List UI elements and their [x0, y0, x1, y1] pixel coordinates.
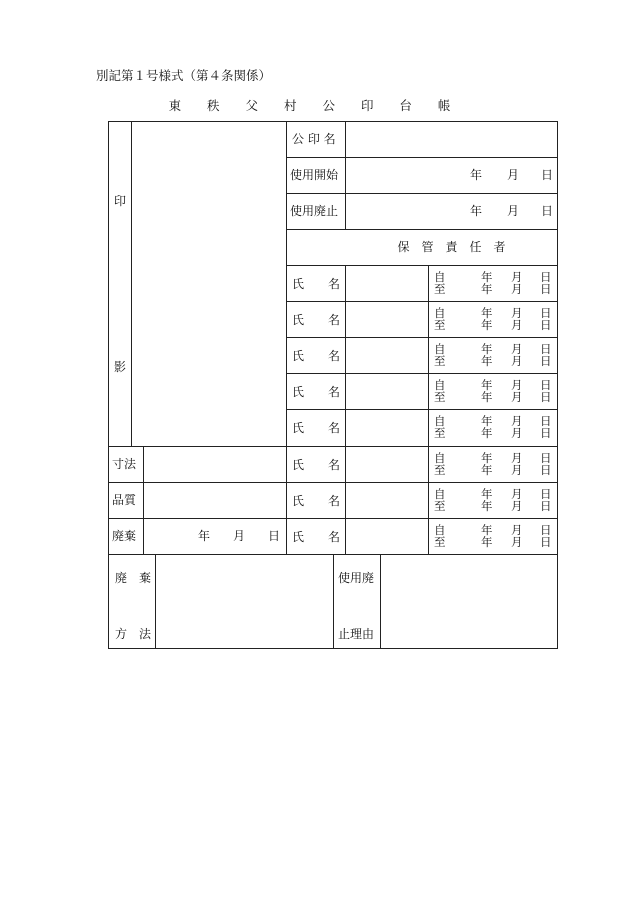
disposal-method-label-2: 方 法 [115, 627, 152, 641]
custodian-from-year: 年 [481, 414, 493, 428]
custodian-from-day: 日 [540, 451, 552, 465]
seal-impression-label-top: 印 [114, 194, 127, 208]
custodian-to-month: 月 [511, 318, 523, 332]
custodian-to-year: 年 [481, 282, 493, 296]
disposal-day: 日 [268, 529, 281, 543]
abolish-reason-label-1: 使用廃 [338, 571, 375, 585]
custodian-to-month: 月 [511, 390, 523, 404]
custodian-from-label: 自 [434, 306, 446, 320]
custodian-from-year: 年 [481, 487, 493, 501]
abolish-reason-field[interactable] [381, 555, 557, 648]
custodian-name-field[interactable] [346, 447, 428, 482]
seal-impression-label-bottom: 影 [114, 360, 127, 374]
size-field[interactable] [144, 447, 286, 482]
custodian-header: 保 管 責 任 者 [397, 240, 506, 254]
custodian-from-label: 自 [434, 342, 446, 356]
custodian-to-day: 日 [540, 535, 552, 549]
custodian-from-label: 自 [434, 270, 446, 284]
custodian-to-year: 年 [481, 426, 493, 440]
custodian-to-day: 日 [540, 354, 552, 368]
use-start-label: 使用開始 [290, 168, 339, 182]
custodian-to-label: 至 [434, 390, 446, 404]
seal-impression-area[interactable] [132, 122, 286, 446]
custodian-to-day: 日 [540, 499, 552, 513]
custodian-from-day: 日 [540, 378, 552, 392]
custodian-from-month: 月 [511, 523, 523, 537]
seal-name-field[interactable] [346, 122, 557, 157]
custodian-name-field[interactable] [346, 266, 428, 301]
custodian-name-label: 氏 名 [292, 530, 341, 544]
disposal-month: 月 [233, 529, 246, 543]
custodian-name-field[interactable] [346, 338, 428, 373]
custodian-name-label: 氏 名 [292, 494, 341, 508]
custodian-from-day: 日 [540, 270, 552, 284]
use-start-month: 月 [507, 168, 520, 182]
custodian-from-month: 月 [511, 414, 523, 428]
disposal-method-label-1: 廃 棄 [115, 571, 152, 585]
custodian-from-day: 日 [540, 487, 552, 501]
material-label: 品質 [112, 493, 137, 507]
use-start-day: 日 [541, 168, 554, 182]
custodian-from-month: 月 [511, 342, 523, 356]
custodian-name-field[interactable] [346, 483, 428, 518]
custodian-from-month: 月 [511, 306, 523, 320]
use-end-label: 使用廃止 [290, 204, 339, 218]
custodian-from-year: 年 [481, 523, 493, 537]
custodian-name-label: 氏 名 [292, 313, 341, 327]
custodian-to-year: 年 [481, 463, 493, 477]
page-title: 東 秩 父 村 公 印 台 帳 [168, 98, 462, 113]
custodian-to-month: 月 [511, 499, 523, 513]
custodian-from-month: 月 [511, 451, 523, 465]
custodian-from-year: 年 [481, 306, 493, 320]
custodian-from-year: 年 [481, 378, 493, 392]
form-number: 別記第１号様式（第４条関係） [96, 68, 272, 83]
custodian-to-label: 至 [434, 426, 446, 440]
custodian-from-day: 日 [540, 306, 552, 320]
custodian-from-label: 自 [434, 414, 446, 428]
custodian-name-field[interactable] [346, 374, 428, 409]
disposal-year: 年 [198, 529, 211, 543]
custodian-to-day: 日 [540, 426, 552, 440]
custodian-to-day: 日 [540, 463, 552, 477]
custodian-from-day: 日 [540, 523, 552, 537]
custodian-to-label: 至 [434, 499, 446, 513]
custodian-to-month: 月 [511, 354, 523, 368]
use-end-month: 月 [507, 204, 520, 218]
custodian-to-label: 至 [434, 535, 446, 549]
custodian-name-field[interactable] [346, 410, 428, 445]
custodian-to-label: 至 [434, 318, 446, 332]
custodian-name-label: 氏 名 [292, 458, 341, 472]
disposal-method-field[interactable] [156, 555, 333, 648]
custodian-from-year: 年 [481, 270, 493, 284]
custodian-from-month: 月 [511, 270, 523, 284]
custodian-to-month: 月 [511, 282, 523, 296]
abolish-reason-label-2: 止理由 [338, 627, 375, 641]
custodian-to-year: 年 [481, 535, 493, 549]
custodian-name-label: 氏 名 [292, 421, 341, 435]
custodian-name-field[interactable] [346, 519, 428, 554]
use-start-year: 年 [470, 168, 483, 182]
custodian-from-day: 日 [540, 342, 552, 356]
seal-name-label: 公 印 名 [292, 132, 336, 146]
custodian-to-year: 年 [481, 318, 493, 332]
custodian-to-day: 日 [540, 318, 552, 332]
custodian-from-month: 月 [511, 378, 523, 392]
custodian-to-month: 月 [511, 426, 523, 440]
custodian-from-year: 年 [481, 342, 493, 356]
custodian-to-day: 日 [540, 282, 552, 296]
custodian-from-label: 自 [434, 451, 446, 465]
custodian-to-day: 日 [540, 390, 552, 404]
size-label: 寸法 [112, 457, 137, 471]
custodian-to-year: 年 [481, 354, 493, 368]
custodian-name-label: 氏 名 [292, 349, 341, 363]
custodian-to-year: 年 [481, 390, 493, 404]
custodian-from-label: 自 [434, 378, 446, 392]
custodian-from-day: 日 [540, 414, 552, 428]
custodian-to-label: 至 [434, 354, 446, 368]
disposal-label: 廃棄 [112, 529, 137, 543]
custodian-from-month: 月 [511, 487, 523, 501]
custodian-from-label: 自 [434, 523, 446, 537]
custodian-to-year: 年 [481, 499, 493, 513]
custodian-from-year: 年 [481, 451, 493, 465]
custodian-to-month: 月 [511, 463, 523, 477]
custodian-from-label: 自 [434, 487, 446, 501]
custodian-name-field[interactable] [346, 302, 428, 337]
use-end-year: 年 [470, 204, 483, 218]
custodian-to-month: 月 [511, 535, 523, 549]
custodian-to-label: 至 [434, 463, 446, 477]
custodian-to-label: 至 [434, 282, 446, 296]
custodian-name-label: 氏 名 [292, 277, 341, 291]
custodian-name-label: 氏 名 [292, 385, 341, 399]
use-end-day: 日 [541, 204, 554, 218]
material-field[interactable] [144, 483, 286, 518]
